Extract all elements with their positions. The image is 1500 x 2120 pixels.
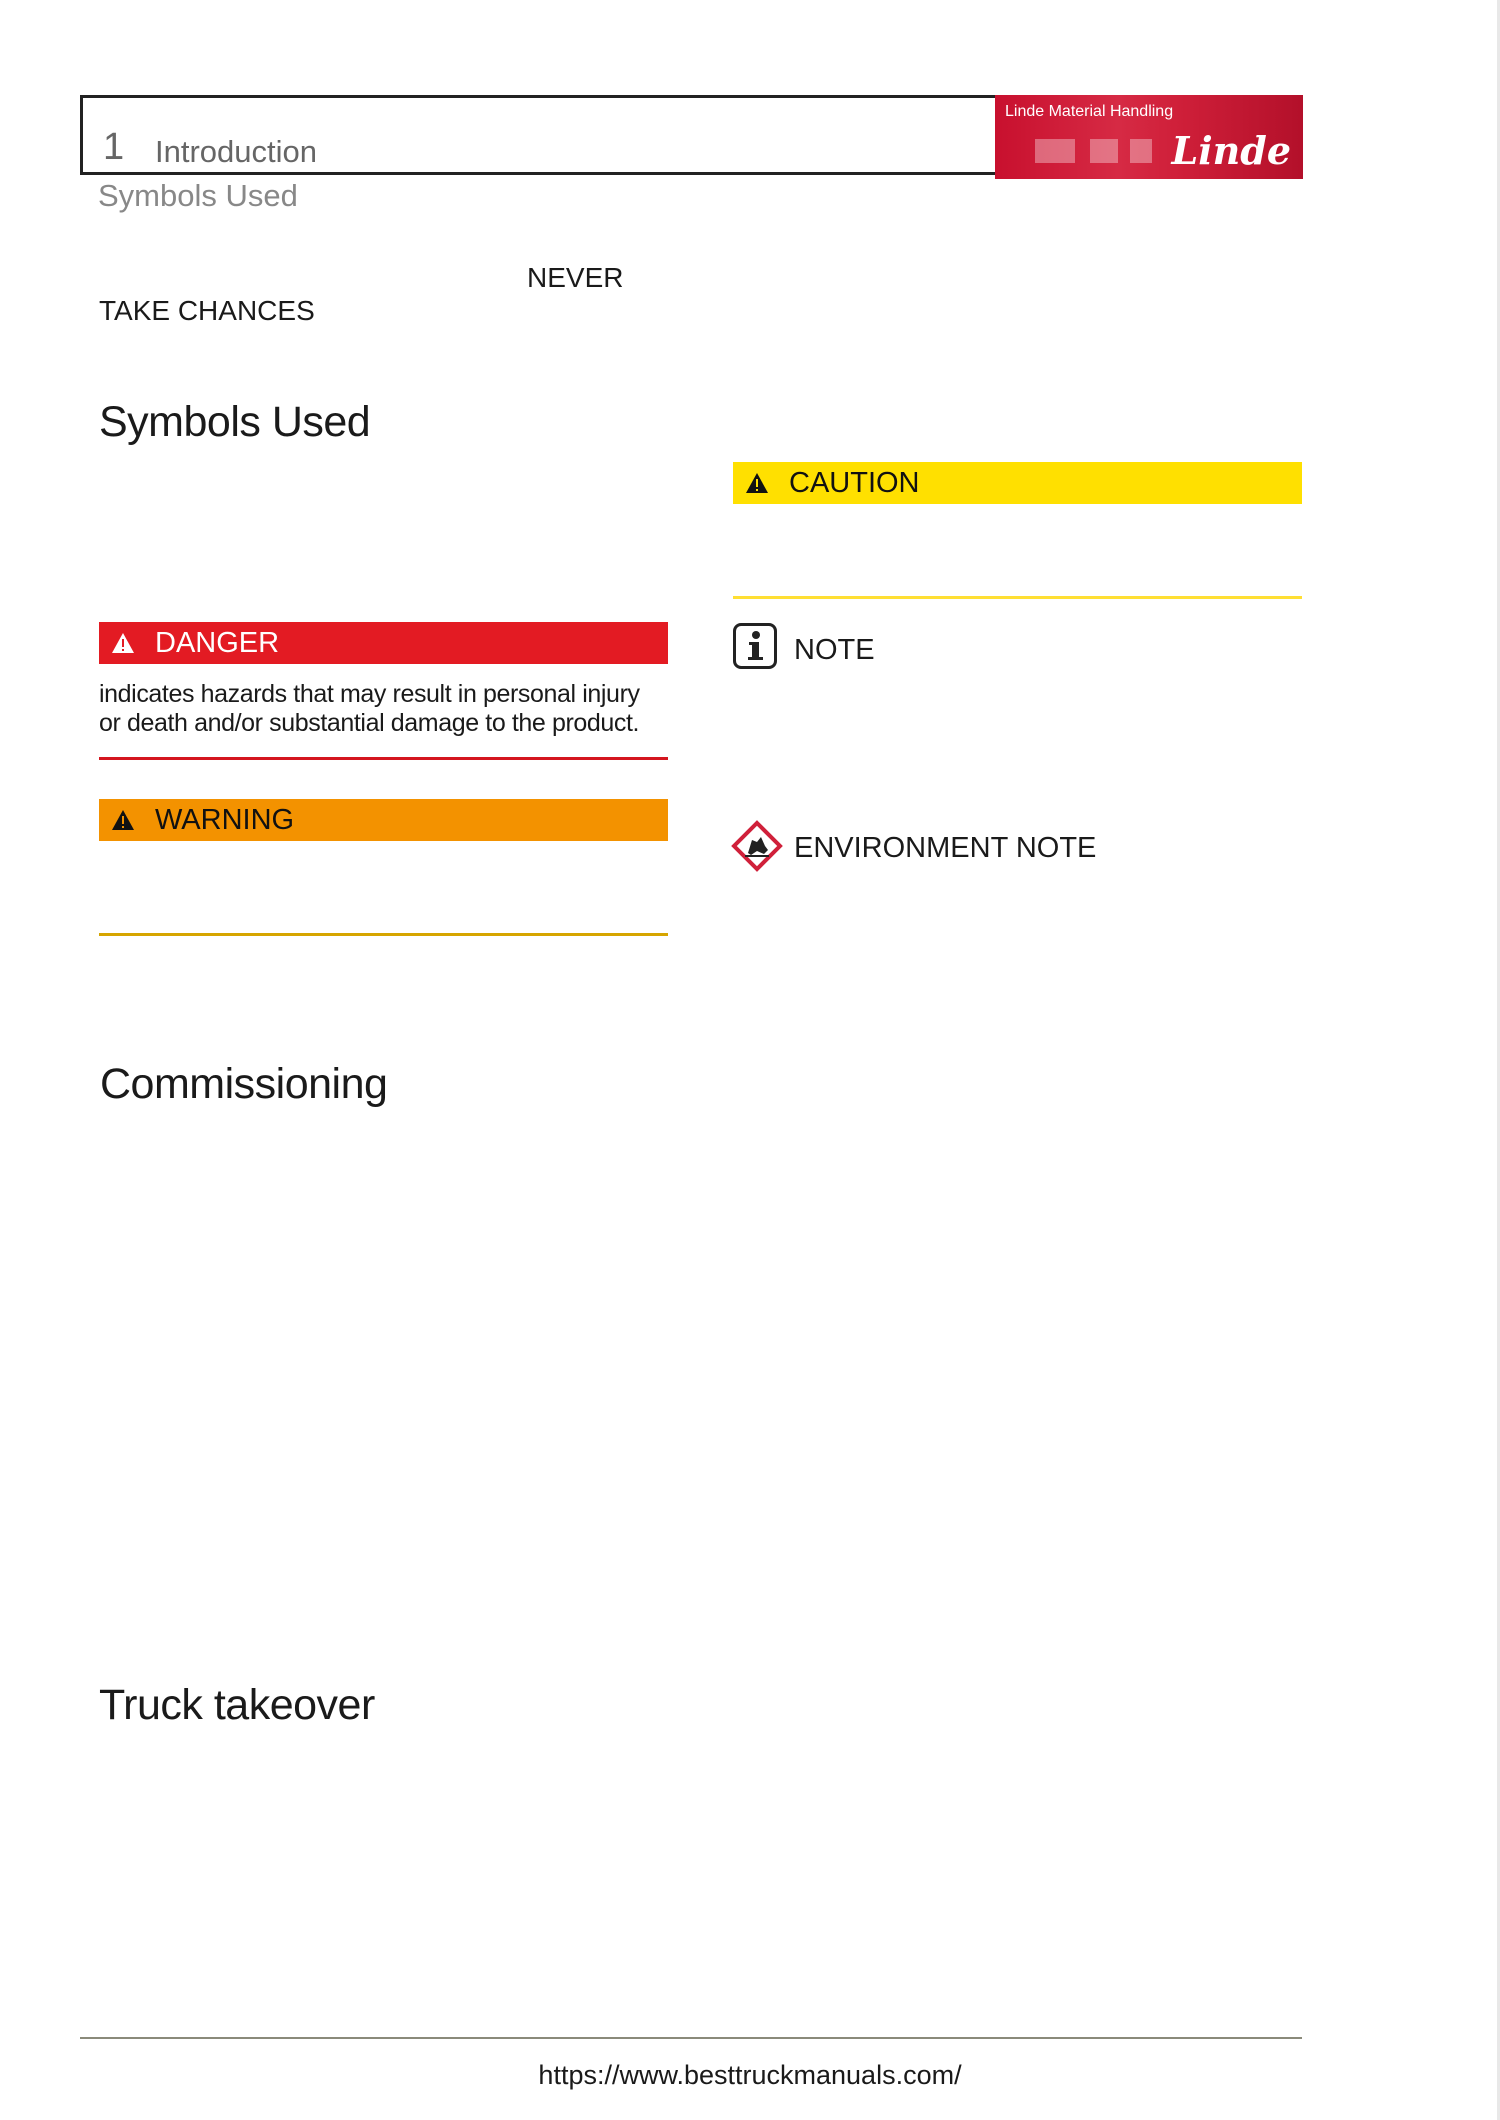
- info-glyph-icon: [744, 630, 766, 662]
- info-icon: [733, 623, 777, 669]
- section-subtitle: Symbols Used: [98, 178, 298, 213]
- logo-tagline: Linde Material Handling: [1005, 103, 1174, 120]
- warning-divider: [99, 933, 668, 936]
- caution-divider: [733, 596, 1302, 599]
- caution-signal-bar: [733, 462, 1302, 504]
- logo-decoration: [1090, 139, 1118, 163]
- warning-triangle-icon: [111, 809, 135, 831]
- danger-description-line: or death and/or substantial damage to the product.: [99, 709, 640, 737]
- slogan-never: NEVER: [527, 262, 624, 293]
- logo-decoration: [1130, 139, 1152, 163]
- warning-signal-bar: [99, 799, 668, 841]
- environment-note-label: ENVIRONMENT NOTE: [794, 832, 1097, 864]
- chapter-title: Introduction: [155, 134, 317, 169]
- chapter-number: 1: [103, 126, 125, 168]
- truck-takeover-heading: Truck takeover: [99, 1681, 375, 1729]
- footer-divider: [80, 2037, 1302, 2039]
- note-label: NOTE: [794, 634, 875, 666]
- logo-wordmark: Linde: [1171, 128, 1291, 173]
- slogan-take-chances: TAKE CHANCES: [99, 295, 315, 326]
- commissioning-heading: Commissioning: [100, 1060, 388, 1108]
- symbols-used-heading: Symbols Used: [99, 398, 371, 446]
- environment-icon: [731, 820, 783, 872]
- danger-description-line: indicates hazards that may result in personal injury: [99, 680, 640, 708]
- logo-decoration: [1035, 139, 1075, 163]
- header-bar: [80, 95, 995, 175]
- warning-triangle-icon: [745, 472, 769, 494]
- danger-description: [99, 680, 679, 738]
- warning-label: WARNING: [155, 803, 295, 836]
- linde-logo: [995, 95, 1303, 179]
- caution-label: CAUTION: [789, 466, 920, 499]
- footer-url-link[interactable]: https://www.besttruckmanuals.com/: [538, 2060, 962, 2090]
- warning-triangle-icon: [111, 632, 135, 654]
- danger-signal-bar: [99, 622, 668, 664]
- danger-label: DANGER: [155, 626, 280, 659]
- danger-divider: [99, 757, 668, 760]
